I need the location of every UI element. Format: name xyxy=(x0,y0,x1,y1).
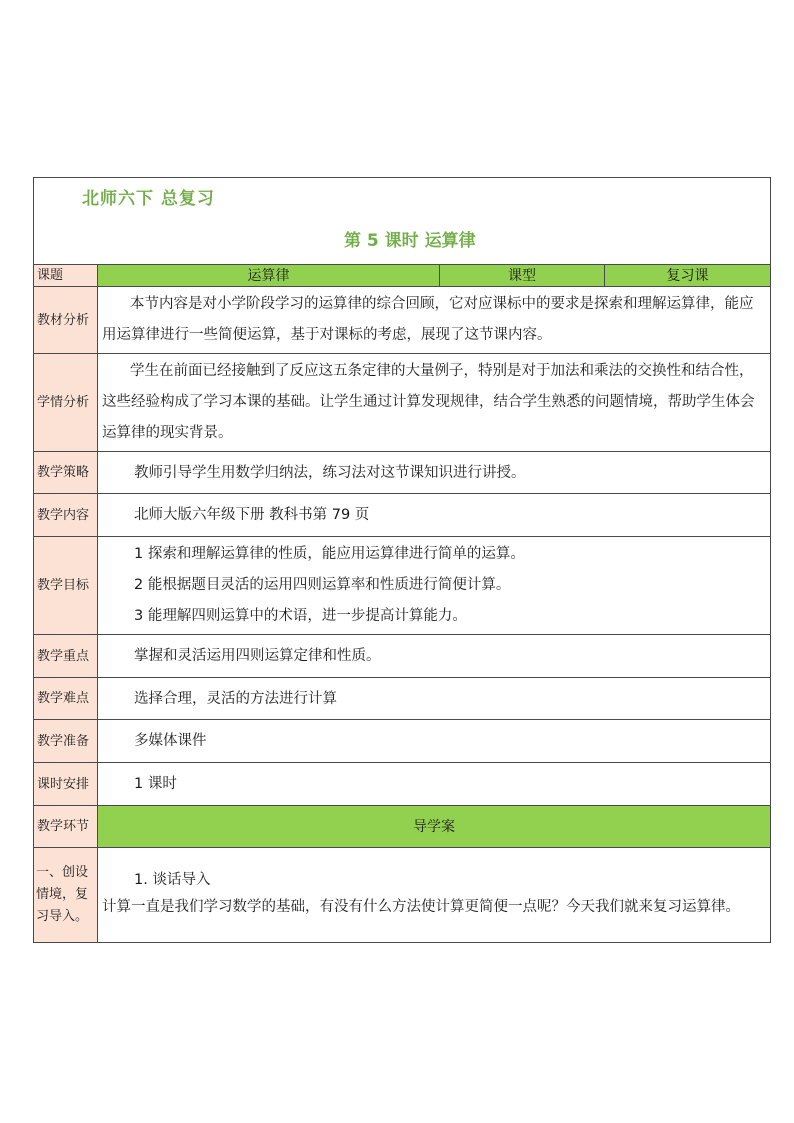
content-text: 北师大版六年级下册 教科书第 79 页 xyxy=(98,494,771,537)
prep-text: 多媒体课件 xyxy=(98,720,771,763)
lesson-plan-table xyxy=(33,177,771,943)
title-block xyxy=(34,178,771,265)
content-label: 教学内容 xyxy=(34,494,98,537)
lesson-plan-document xyxy=(33,177,770,943)
process-value: 导学案 xyxy=(98,806,771,848)
difficulty-label: 教学难点 xyxy=(34,678,98,720)
hours-text: 1 课时 xyxy=(98,763,771,806)
goals-cell xyxy=(98,537,771,635)
students-label: 学情分析 xyxy=(34,354,98,452)
step1-text: 计算一直是我们学习数学的基础，有没有什么方法使计算更简便一点呢？今天我们就来复习运算律。 xyxy=(102,898,740,915)
step1-sub: 1. 谈话导入 xyxy=(134,871,211,888)
strategy-label: 教学策略 xyxy=(34,452,98,494)
goal-item-3: 3 能理解四则运算中的术语，进一步提高计算能力。 xyxy=(134,608,467,624)
goal-item-2: 2 能根据题目灵活的运用四则运算率和性质进行简便计算。 xyxy=(134,577,511,593)
unit-title: 北师六下 总复习 xyxy=(82,189,215,209)
material-cell xyxy=(98,287,771,354)
type-label: 课型 xyxy=(440,265,605,287)
step1-label: 一、创设情境，复习导入。 xyxy=(34,848,98,943)
type-value: 复习课 xyxy=(605,265,771,287)
strategy-text: 教师引导学生用数学归纳法，练习法对这节课知识进行讲授。 xyxy=(98,452,771,494)
topic-label: 课题 xyxy=(34,265,98,287)
lesson-title: 第 5 课时 运算律 xyxy=(344,231,476,251)
key-text: 掌握和灵活运用四则运算定律和性质。 xyxy=(98,635,771,678)
hours-label: 课时安排 xyxy=(34,763,98,806)
prep-label: 教学准备 xyxy=(34,720,98,763)
difficulty-text: 选择合理，灵活的方法进行计算 xyxy=(98,678,771,720)
material-text: 本节内容是对小学阶段学习的运算律的综合回顾，它对应课标中的要求是探索和理解运算律，能应用运算律进行一些简便运算，基于对课标的考虑，展现了这节课内容。 xyxy=(102,296,754,343)
key-label: 教学重点 xyxy=(34,635,98,678)
material-label: 教材分析 xyxy=(34,287,98,354)
students-text: 学生在前面已经接触到了反应这五条定律的大量例子，特别是对于加法和乘法的交换性和结合性，这些经验构成了学习本课的基础。让学生通过计算发现规律，结合学生熟悉的问题情境，帮助学生体会运算律的现实背景。 xyxy=(102,363,755,441)
students-cell xyxy=(98,354,771,452)
topic-value: 运算律 xyxy=(98,265,440,287)
goals-label: 教学目标 xyxy=(34,537,98,635)
goal-item-1: 1 探索和理解运算律的性质，能应用运算律进行简单的运算。 xyxy=(134,546,525,562)
step1-cell xyxy=(98,848,771,943)
process-label: 教学环节 xyxy=(34,806,98,848)
